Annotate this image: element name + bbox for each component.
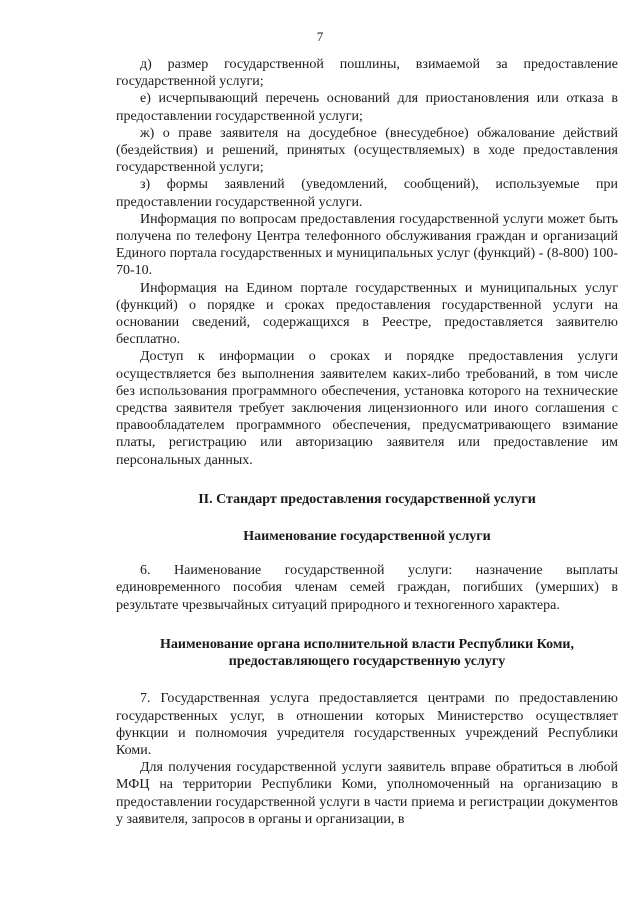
paragraph-phone-info: Информация по вопросам предоставления государственной услуги может быть получена по телефону Центра телефонного обслуживания граждан и организаций Единого портала государственных и муниципальных услуг (функций) - (8-800) 100-70-10. xyxy=(116,211,618,279)
item-7: 7. Государственная услуга предоставляется центрами по предоставлению государственных услуг, в отношении которых Министерство осуществляет функции и полномочия учредителя государственных учреждений Республики Коми. xyxy=(116,691,618,758)
paragraph-portal-info: Информация на Едином портале государственных и муниципальных услуг (функций) о порядке и сроках предоставления государственной услуги на основании сведений, содержащихся в Реестре, предоставляется заявителю бесплатно. xyxy=(116,280,618,348)
paragraph-access-info: Доступ к информации о сроках и порядке предоставления услуги осуществляется без выполнения заявителем каких-либо требований, в том числе без использования программного обеспечения, установка которого на технические средства заявителя требует заключения лицензионного или иного соглашения с правообладателем программного обеспечения, предусматривающего взимание платы, регистрацию или авторизацию заявителя или предоставление им персональных данных. xyxy=(116,349,618,468)
subsection-authority-title-line1: Наименование органа исполнительной власти Республики Коми, xyxy=(160,636,574,652)
item-6: 6. Наименование государственной услуги: назначение выплаты единовременного пособия членам семей граждан, погибших (умерших) в результате чрезвычайных ситуаций природного и техногенного характера. xyxy=(116,563,618,613)
paragraph-e: е) исчерпывающий перечень оснований для приостановления или отказа в предоставлении государственной услуги; xyxy=(116,91,618,124)
subsection-service-name-title: Наименование государственной услуги xyxy=(243,529,491,545)
paragraph-z: з) формы заявлений (уведомлений, сообщений), используемые при предоставлении государственной услуги. xyxy=(116,177,618,210)
item-7-continued: Для получения государственной услуги заявитель вправе обратиться в любой МФЦ на территории Республики Коми, уполномоченный на организацию в предоставлении государственной услуги в части приема и регистрации документов у заявителя, запросов в органы и организации, в xyxy=(116,760,618,827)
section-title: II. Стандарт предоставления государственной услуги xyxy=(198,491,536,507)
subsection-authority-title-line2: предоставляющего государственную услугу xyxy=(228,654,506,670)
document-body xyxy=(116,56,618,828)
paragraph-zh: ж) о праве заявителя на досудебное (внесудебное) обжалование действий (бездействия) и решений, принятых (осуществляемых) в ходе предоставления государственной услуги; xyxy=(116,125,618,176)
paragraph-d: д) размер государственной пошлины, взимаемой за предоставление государственной услуги; xyxy=(116,57,618,90)
page-number: 7 xyxy=(316,29,324,44)
